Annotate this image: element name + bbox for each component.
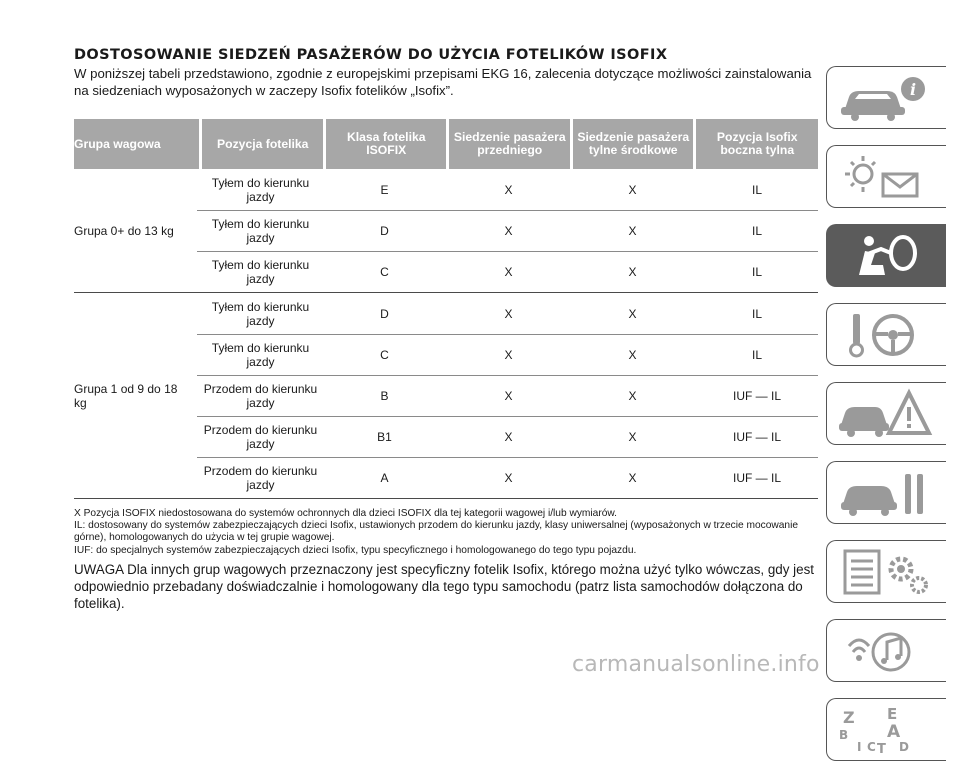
accident-warning-icon — [835, 389, 935, 439]
cell-front: X — [504, 265, 513, 279]
cell-front: X — [504, 306, 513, 321]
cell-side: IL — [751, 182, 762, 197]
table-group-0 — [74, 169, 818, 293]
sidebar-tab-emergency[interactable] — [826, 382, 946, 445]
car-service-icon — [835, 468, 935, 518]
table-row — [197, 375, 818, 416]
alphabet-index-icon — [835, 705, 935, 755]
sidebar-tab-maintenance[interactable] — [826, 461, 946, 524]
header-seat-position: Pozycja fotelika — [202, 119, 323, 169]
note-x: X Pozycja ISOFIX niedostosowana do systemów ochronnych dla dzieci ISOFIX dla tej kategorii wagowej i/lub wymiarów. — [74, 508, 618, 519]
table-row — [197, 210, 818, 251]
table-header — [74, 119, 818, 169]
section-title: DOSTOSOWANIE SIEDZEŃ PASAŻERÓW DO UŻYCIA FOTELIKÓW ISOFIX — [74, 47, 668, 63]
cell-side: IUF — IL — [732, 430, 781, 444]
cell-class: B1 — [377, 430, 392, 444]
cell-class: A — [380, 471, 389, 485]
cell-front: X — [504, 224, 513, 238]
airbag-seat-icon — [835, 231, 935, 281]
cell-front: X — [504, 348, 513, 362]
cell-class: D — [380, 306, 389, 321]
sidebar-tab-index[interactable] — [826, 698, 946, 761]
cell-class: B — [380, 389, 389, 403]
cell-center: X — [628, 265, 637, 279]
cell-position: Tyłem do kierunku jazdy — [211, 258, 310, 286]
index-letter: C — [867, 740, 876, 754]
table-row — [197, 334, 818, 375]
cell-center: X — [628, 306, 637, 321]
cell-position: Przodem do kierunku jazdy — [203, 423, 318, 451]
table-group-1 — [74, 293, 818, 499]
table-row — [197, 169, 818, 210]
sidebar-tab-technical-data[interactable] — [826, 540, 946, 603]
index-letter: T — [877, 742, 886, 757]
sidebar-tab-warning-lights[interactable] — [826, 145, 946, 208]
header-rear-center: Siedzenie pasażera tylne środkowe — [573, 119, 694, 169]
cell-class: C — [380, 265, 389, 279]
intro-paragraph: W poniższej tabeli przedstawiono, zgodnie z europejskimi przepisami EKG 16, zalecenia dotyczące możliwości zainstalowania na siedzeniach wyposażonych w zaczepy Isofix fotelików „Isofix”. — [74, 66, 812, 98]
header-weight-group: Grupa wagowa — [74, 119, 199, 169]
watermark: carmanualsonline.info — [572, 652, 820, 677]
sidebar-tab-car-info[interactable] — [826, 66, 946, 129]
warning-light-message-icon — [835, 152, 935, 202]
cell-position: Tyłem do kierunku jazdy — [211, 341, 310, 369]
cell-side: IL — [751, 224, 762, 238]
index-letter: Z — [843, 708, 855, 727]
warning-paragraph: UWAGA Dla innych grup wagowych przeznaczony jest specyficzny fotelik Isofix, którego można użyć tylko wówczas, gdy jest odpowiednio przebadany doświadczalnie i homologowany dla tego typu samochodu (patrz lista samochodów dołączona do fotelika). — [74, 561, 815, 611]
cell-position: Tyłem do kierunku jazdy — [211, 299, 310, 328]
sidebar-tab-safety[interactable] — [826, 224, 946, 287]
header-front-passenger: Siedzenie pasażera przedniego — [449, 119, 570, 169]
car-info-icon — [835, 73, 935, 123]
chapter-sidebar — [826, 66, 946, 777]
isofix-table — [74, 119, 818, 499]
index-letter: E — [887, 705, 898, 723]
sidebar-tab-starting[interactable] — [826, 303, 946, 366]
cell-class: C — [380, 348, 389, 362]
cell-class: D — [380, 224, 389, 238]
index-letter: D — [899, 740, 909, 754]
multimedia-music-icon — [835, 626, 935, 676]
cell-side: IUF — IL — [732, 389, 781, 403]
sidebar-tab-multimedia[interactable] — [826, 619, 946, 682]
cell-position: Tyłem do kierunku jazdy — [211, 217, 310, 245]
cell-side: IL — [751, 306, 762, 321]
specs-gears-icon — [835, 547, 935, 597]
table-row — [197, 251, 818, 292]
svg-text:i: i — [909, 80, 917, 99]
cell-side: IL — [751, 265, 762, 279]
index-letter: I — [857, 740, 862, 754]
group-name: Grupa 0+ do 13 kg — [74, 223, 174, 238]
note-iuf: IUF: do specjalnych systemów zabezpieczających dzieci Isofix, typu specyficznego i homologowanego do tego typu pojazdu. — [74, 544, 637, 556]
cell-center: X — [628, 430, 637, 444]
cell-center: X — [628, 182, 637, 197]
cell-position: Tyłem do kierunku jazdy — [211, 175, 310, 204]
table-row — [197, 416, 818, 457]
document-content — [74, 46, 818, 612]
cell-position: Przodem do kierunku jazdy — [203, 382, 318, 410]
cell-front: X — [504, 389, 513, 403]
cell-center: X — [628, 471, 637, 485]
table-notes — [74, 508, 818, 557]
header-isofix-class: Klasa fotelika ISOFIX — [326, 119, 447, 169]
key-steering-wheel-icon — [835, 310, 935, 360]
cell-center: X — [628, 389, 637, 403]
table-row — [197, 457, 818, 498]
cell-center: X — [628, 348, 637, 362]
group-name: Grupa 1 od 9 do 18 kg — [74, 381, 178, 410]
cell-front: X — [504, 471, 513, 485]
cell-front: X — [504, 430, 513, 444]
index-letter: B — [839, 728, 849, 742]
table-row — [197, 293, 818, 334]
note-il: IL: dostosowany do systemów zabezpieczających dzieci Isofix, ustawionych przodem do kierunku jazdy, klasy uniwersalnej (wyposażonych w trzecie mocowanie górne), homologowanych do użycia w tej grupie wagowej. — [74, 520, 799, 544]
cell-front: X — [504, 182, 513, 197]
header-rear-side: Pozycja Isofix boczna tylna — [696, 119, 818, 169]
cell-side: IL — [751, 348, 762, 362]
cell-side: IUF — IL — [732, 471, 781, 485]
cell-class: E — [380, 182, 389, 197]
index-letter: A — [887, 722, 901, 742]
cell-position: Przodem do kierunku jazdy — [203, 464, 318, 492]
cell-center: X — [628, 224, 637, 238]
